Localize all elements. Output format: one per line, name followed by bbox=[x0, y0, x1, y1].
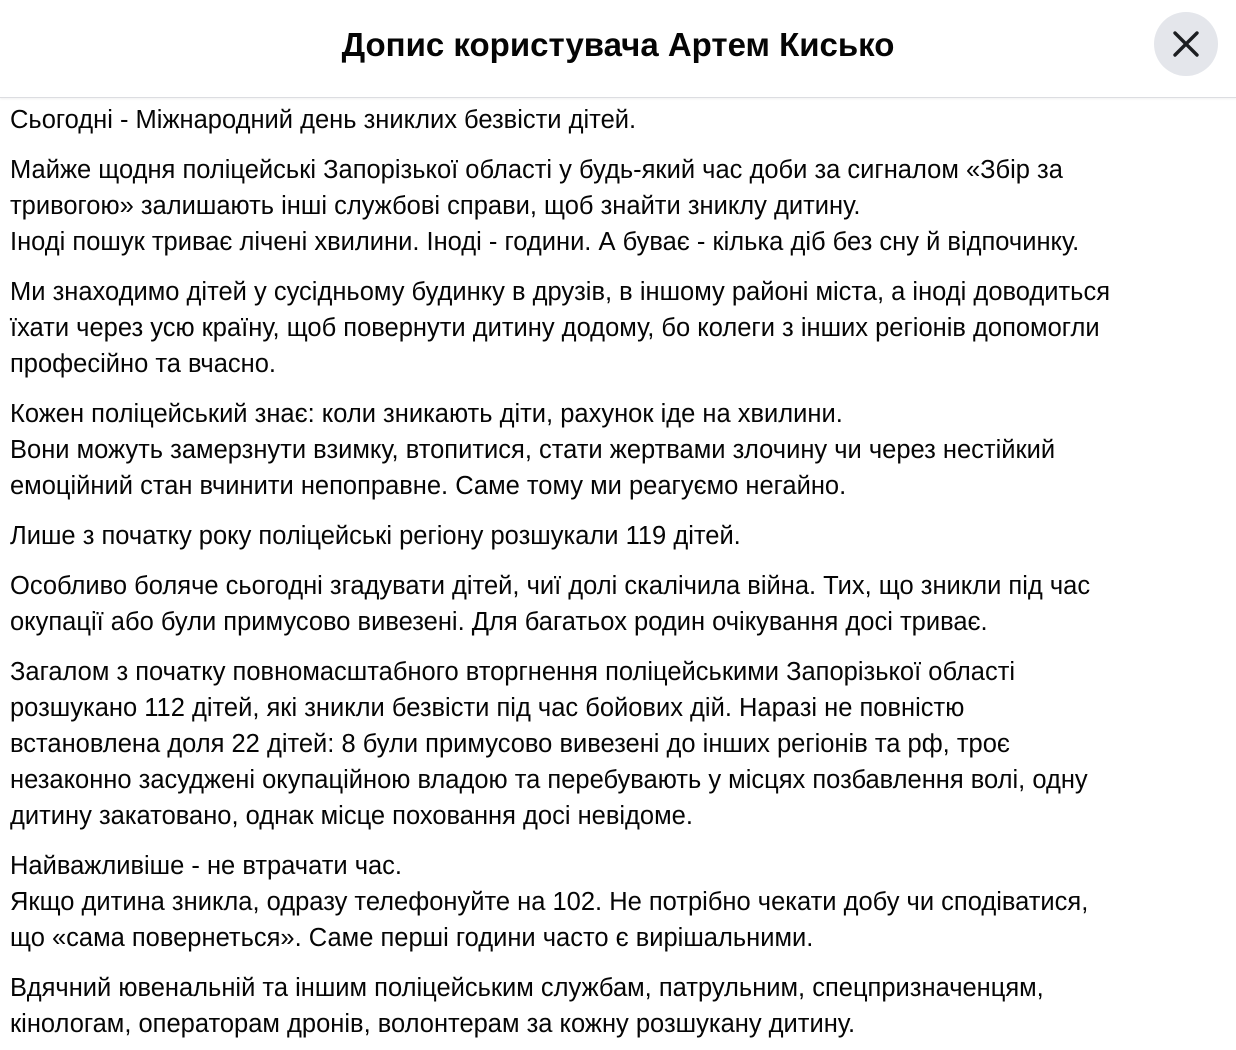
post-paragraph bbox=[10, 98, 1224, 138]
post-line: встановлена доля 22 дітей: 8 були примусово вивезені до інших регіонів та рф, троє bbox=[10, 730, 1010, 758]
post-line: Особливо боляче сьогодні згадувати дітей, чиї долі скалічила війна. Тих, що зникли під час bbox=[10, 572, 1091, 600]
post-paragraph bbox=[10, 654, 1224, 834]
post-paragraph bbox=[10, 568, 1224, 640]
post-line: Сьогодні - Міжнародний день зниклих безвісти дітей. bbox=[10, 106, 637, 134]
post-line: окупації або були примусово вивезені. Для багатьох родин очікування досі триває. bbox=[10, 608, 988, 636]
post-line: незаконно засуджені окупаційною владою та перебувають у місцях позбавлення волі, одну bbox=[10, 766, 1088, 794]
post-paragraph bbox=[10, 848, 1224, 956]
post-paragraph bbox=[10, 152, 1224, 260]
post-line: що «сама повернеться». Саме перші години часто є вирішальними. bbox=[10, 924, 814, 952]
close-icon bbox=[1172, 30, 1200, 58]
post-line: Іноді пошук триває лічені хвилини. Іноді - години. А буває - кілька діб без сну й відпочинку. bbox=[10, 228, 1080, 256]
post-line: Вони можуть замерзнути взимку, втопитися, стати жертвами злочину чи через нестійкий bbox=[10, 436, 1056, 464]
dialog-title: Допис користувача Артем Кисько bbox=[341, 26, 895, 63]
post-line: їхати через усю країну, щоб повернути дитину додому, бо колеги з інших регіонів допомогли bbox=[10, 314, 1100, 342]
post-paragraph bbox=[10, 396, 1224, 504]
dialog-header bbox=[0, 0, 1236, 98]
post-line: професійно та вчасно. bbox=[10, 350, 276, 378]
post-paragraph bbox=[10, 274, 1224, 382]
post-line: Загалом з початку повномасштабного вторгнення поліцейськими Запорізької області bbox=[10, 658, 1016, 686]
post-line: Якщо дитина зникла, одразу телефонуйте на 102. Не потрібно чекати добу чи сподіватися, bbox=[10, 888, 1089, 916]
post-body bbox=[0, 98, 1236, 1042]
post-line: розшукано 112 дітей, які зникли безвісти під час бойових дій. Наразі не повністю bbox=[10, 694, 965, 722]
post-line: Майже щодня поліцейські Запорізької області у будь-який час доби за сигналом «Збір за bbox=[10, 156, 1063, 184]
post-line: Лише з початку року поліцейські регіону розшукали 119 дітей. bbox=[10, 522, 741, 550]
post-line: Вдячний ювенальній та іншим поліцейським службам, патрульним, спецпризначенцям, bbox=[10, 974, 1044, 1002]
post-line: Ми знаходимо дітей у сусідньому будинку в друзів, в іншому районі міста, а іноді доводиться bbox=[10, 278, 1111, 306]
post-line: емоційний стан вчинити непоправне. Саме тому ми реагуємо негайно. bbox=[10, 472, 847, 500]
post-line: кінологам, операторам дронів, волонтерам за кожну розшукану дитину. bbox=[10, 1010, 856, 1038]
post-line: Кожен поліцейський знає: коли зникають діти, рахунок іде на хвилини. bbox=[10, 400, 843, 428]
post-line: тривогою» залишають інші службові справи, щоб знайти зниклу дитину. bbox=[10, 192, 861, 220]
post-line: Найважливіше - не втрачати час. bbox=[10, 852, 403, 880]
post-line: дитину закатовано, однак місце поховання досі невідоме. bbox=[10, 802, 693, 830]
close-button[interactable] bbox=[1154, 12, 1218, 76]
post-paragraph bbox=[10, 970, 1224, 1042]
post-paragraph bbox=[10, 518, 1224, 554]
